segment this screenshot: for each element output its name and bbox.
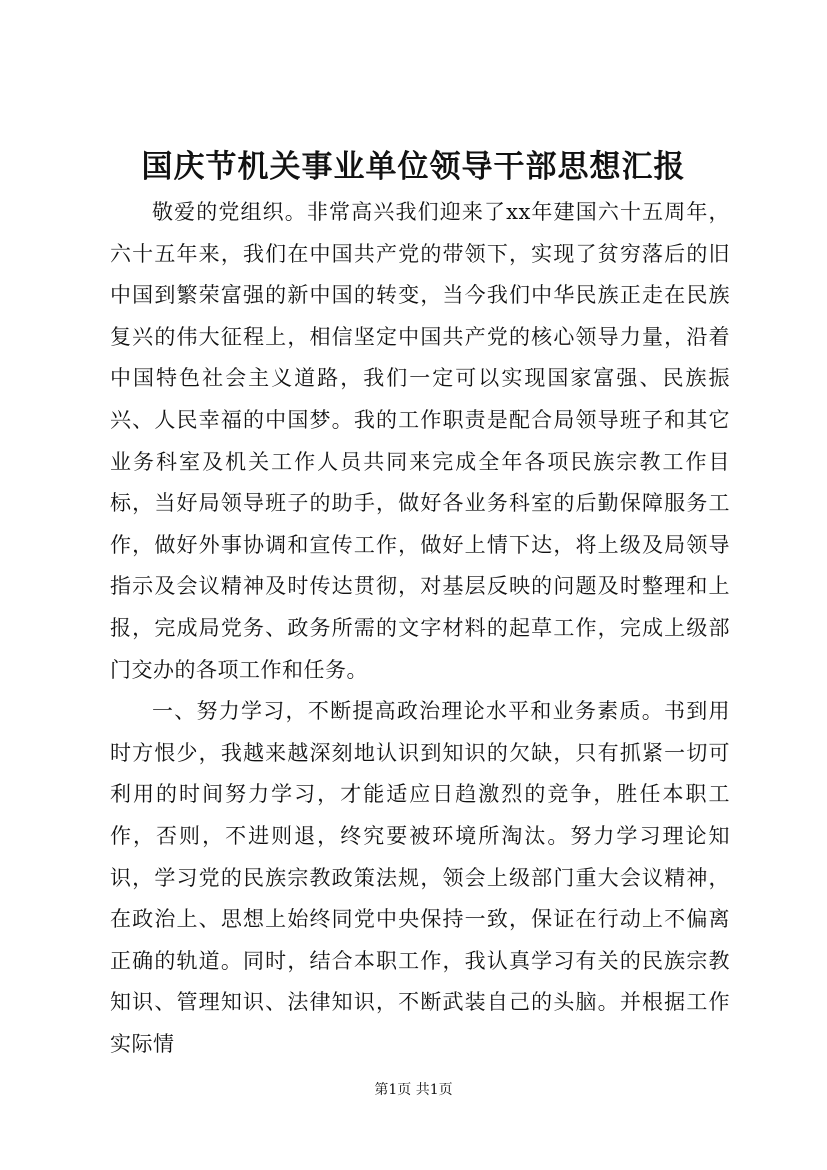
document-body xyxy=(110,192,730,1065)
paragraph-section-one: 一、努力学习，不断提高政治理论水平和业务素质。书到用时方恨少，我越来越深刻地认识到知识的欠缺，只有抓紧一切可利用的时间努力学习，才能适应日趋激烈的竞争，胜任本职工作，否则，不进则退，终究要被环境所淘汰。努力学习理论知识，学习党的民族宗教政策法规，领会上级部门重大会议精神，在政治上、思想上始终同党中央保持一致，保证在行动上不偏离正确的轨道。同时，结合本职工作，我认真学习有关的民族宗教知识、管理知识、法律知识，不断武装自己的头脑。并根据工作实际情 xyxy=(110,699,730,1056)
page-footer: 第1页 共1页 xyxy=(374,1082,453,1098)
document-title: 国庆节机关事业单位领导干部思想汇报 xyxy=(141,149,686,185)
paragraph-opening: 敬爱的党组织。非常高兴我们迎来了xx年建国六十五周年，六十五年来，我们在中国共产党的带领下，实现了贫穷落后的旧中国到繁荣富强的新中国的转变，当今我们中华民族正走在民族复兴的伟大征程上，相信坚定中国共产党的核心领导力量，沿着中国特色社会主义道路，我们一定可以实现国家富强、民族振兴、人民幸福的中国梦。我的工作职责是配合局领导班子和其它业务科室及机关工作人员共同来完成全年各项民族宗教工作目标，当好局领导班子的助手，做好各业务科室的后勤保障服务工作，做好外事协调和宣传工作，做好上情下达，将上级及局领导指示及会议精神及时传达贯彻，对基层反映的问题及时整理和上报，完成局党务、政务所需的文字材料的起草工作，完成上级部门交办的各项工作和任务。 xyxy=(110,200,730,682)
